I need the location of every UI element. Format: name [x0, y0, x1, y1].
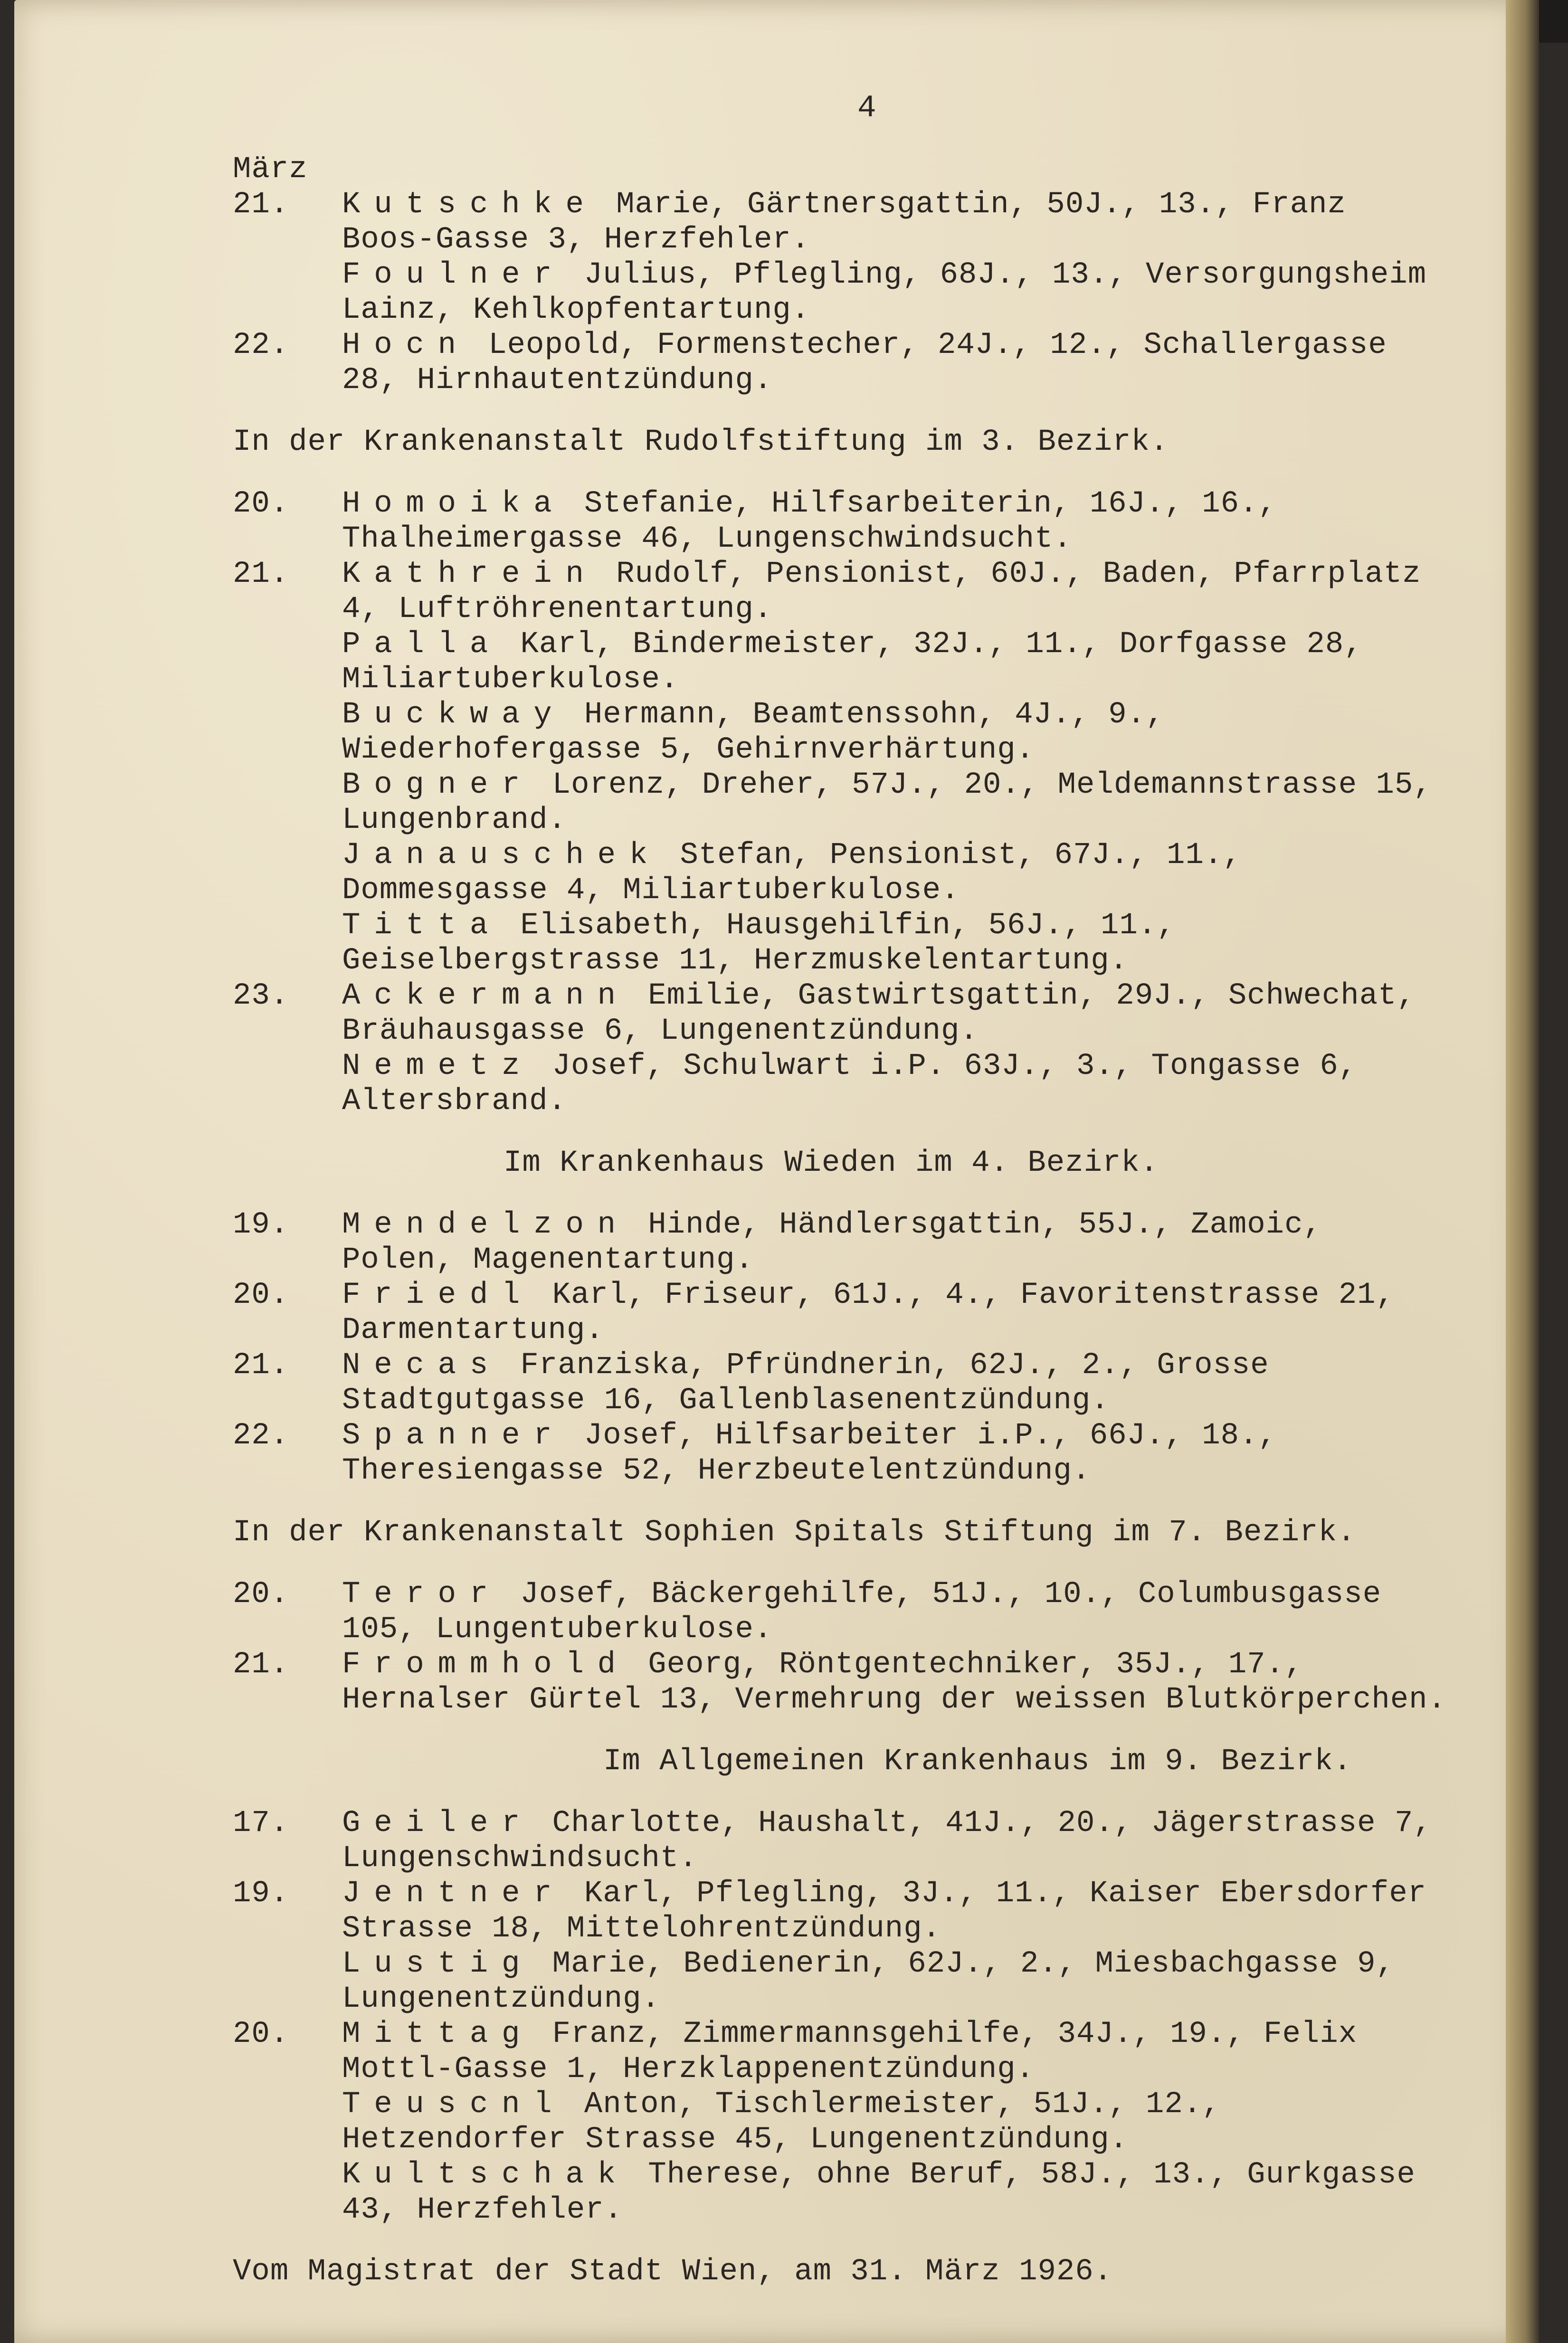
entry-surname: Mittag	[342, 2017, 534, 2051]
sections-container	[233, 187, 1449, 2228]
entry-details: Hermann, Beamtenssohn, 4J., 9., Wiederhofergasse 5, Gehirnverhärtung.	[342, 698, 1165, 767]
entry-surname: Foulner	[342, 258, 566, 292]
section-heading: Im Allgemeinen Krankenhaus im 9. Bezirk.	[603, 1745, 1352, 1779]
entry-details: Karl, Friseur, 61J., 4., Favoritenstrasse 21, Darmentartung.	[342, 1278, 1395, 1347]
section	[233, 1146, 1449, 1489]
entry-surname: Nemetz	[342, 1049, 534, 1083]
entry-details: Charlotte, Haushalt, 41J., 20., Jägerstrasse 7, Lungenschwindsucht.	[342, 1806, 1432, 1876]
entry-surname: Teuscnl	[342, 2087, 566, 2122]
entry-day: 17.	[233, 1806, 289, 1840]
entry-surname: Frommhold	[342, 1648, 629, 1682]
entry-surname: Ackermann	[342, 979, 629, 1013]
entry-details: Josef, Schulwart i.P. 63J., 3., Tongasse 6, Altersbrand.	[342, 1049, 1358, 1119]
death-record-entry	[233, 2017, 1449, 2087]
death-record-entry	[233, 328, 1449, 398]
death-record-entry	[233, 1876, 1449, 1946]
entry-surname: Kultschak	[342, 2158, 629, 2192]
entry-surname: Lustig	[342, 1947, 534, 1981]
entry-details: Georg, Röntgentechniker, 35J., 17., Hernalser Gürtel 13, Vermehrung der weissen Blutkörperchen.	[342, 1648, 1446, 1717]
entry-surname: Kathrein	[342, 557, 598, 591]
section-heading: In der Krankenanstalt Rudolfstiftung im 3. Bezirk.	[233, 425, 1169, 459]
death-record-entry	[233, 1348, 1449, 1418]
entry-surname: Teror	[342, 1577, 502, 1612]
entry-surname: Friedl	[342, 1278, 534, 1312]
entry-surname: Bogner	[342, 768, 534, 802]
death-record-entry	[233, 697, 1449, 768]
entry-details: Lorenz, Dreher, 57J., 20., Meldemannstrasse 15, Lungenbrand.	[342, 768, 1432, 837]
entry-details: Leopold, Formenstecher, 24J., 12., Schallergasse 28, Hirnhautentzündung.	[342, 328, 1387, 398]
death-record-entry	[233, 2087, 1449, 2157]
entry-details: Elisabeth, Hausgehilfin, 56J., 11., Geiselbergstrasse 11, Herzmuskelentartung.	[342, 909, 1176, 978]
entry-day: 19.	[233, 1208, 289, 1242]
entry-details: Franziska, Pfründnerin, 62J., 2., Grosse Stadtgutgasse 16, Gallenblasenentzündung.	[342, 1348, 1269, 1418]
death-record-entry	[233, 1647, 1449, 1717]
entry-day: 20.	[233, 1577, 289, 1612]
entry-surname: Necas	[342, 1348, 502, 1383]
section-heading: In der Krankenanstalt Sophien Spitals Stiftung im 7. Bezirk.	[233, 1516, 1356, 1550]
entry-details: Julius, Pflegling, 68J., 13., Versorgungsheim Lainz, Kehlkopfentartung.	[342, 258, 1427, 327]
death-record-entry	[233, 1577, 1449, 1647]
entry-surname: Palla	[342, 627, 502, 662]
entry-details: Hinde, Händlersgattin, 55J., Zamoic, Polen, Magenentartung.	[342, 1208, 1322, 1277]
entry-day: 21.	[233, 1348, 289, 1383]
death-record-entry	[233, 768, 1449, 838]
entry-day: 20.	[233, 2017, 289, 2051]
death-record-entry	[233, 1049, 1449, 1119]
entry-details: Marie, Gärtnersgattin, 50J., 13., Franz Boos-Gasse 3, Herzfehler.	[342, 188, 1346, 257]
death-record-entry	[233, 1207, 1449, 1278]
entry-surname: Kutschke	[342, 188, 598, 222]
entry-surname: Mendelzon	[342, 1208, 629, 1242]
entry-details: Marie, Bedienerin, 62J., 2., Miesbachgasse 9, Lungenentzündung.	[342, 1947, 1395, 2016]
section	[233, 425, 1449, 1119]
entry-surname: Hocn	[342, 328, 470, 362]
section	[233, 187, 1449, 398]
death-record-entry	[233, 187, 1449, 257]
entry-details: Karl, Bindermeister, 32J., 11., Dorfgasse 28, Miliartuberkulose.	[342, 627, 1363, 697]
page-number: 4	[857, 90, 876, 126]
death-record-entry	[233, 1946, 1449, 2017]
entry-details: Stefanie, Hilfsarbeiterin, 16J., 16., Thalheimergasse 46, Lungenschwindsucht.	[342, 487, 1277, 556]
entry-day: 22.	[233, 1419, 289, 1453]
entry-details: Josef, Hilfsarbeiter i.P., 66J., 18., Theresiengasse 52, Herzbeutelentzündung.	[342, 1419, 1277, 1488]
entry-day: 21.	[233, 188, 289, 222]
entry-details: Karl, Pflegling, 3J., 11., Kaiser Ebersdorfer Strasse 18, Mittelohrentzündung.	[342, 1877, 1427, 1946]
entry-surname: Buckway	[342, 698, 566, 732]
death-record-entry	[233, 627, 1449, 697]
death-record-entry	[233, 1418, 1449, 1489]
month-label: März	[233, 152, 308, 187]
death-record-entry	[233, 486, 1449, 557]
entry-surname: Janauschek	[342, 838, 662, 873]
footer-signature: Vom Magistrat der Stadt Wien, am 31. März 1926.	[233, 2255, 1113, 2289]
death-record-entry	[233, 1806, 1449, 1876]
death-record-entry	[233, 908, 1449, 978]
entry-details: Anton, Tischlermeister, 51J., 12., Hetzendorfer Strasse 45, Lungenentzündung.	[342, 2087, 1221, 2157]
entry-day: 21.	[233, 1648, 289, 1682]
death-record-entry	[233, 1278, 1449, 1348]
page-binding-edge	[1506, 0, 1539, 2343]
section	[233, 1744, 1449, 2228]
entry-day: 21.	[233, 557, 289, 591]
entry-details: Stefan, Pensionist, 67J., 11., Dommesgasse 4, Miliartuberkulose.	[342, 838, 1242, 908]
entry-day: 20.	[233, 1278, 289, 1312]
death-record-entry	[233, 257, 1449, 328]
entry-details: Therese, ohne Beruf, 58J., 13., Gurkgasse 43, Herzfehler.	[342, 2158, 1416, 2227]
entry-surname: Homoika	[342, 487, 566, 521]
entry-day: 22.	[233, 328, 289, 362]
entry-day: 20.	[233, 487, 289, 521]
entry-surname: Geiler	[342, 1806, 534, 1840]
entry-day: 23.	[233, 979, 289, 1013]
entry-day: 19.	[233, 1877, 289, 1911]
document-body	[233, 81, 1449, 2289]
section	[233, 1515, 1449, 1717]
entry-details: Franz, Zimmermannsgehilfe, 34J., 19., Felix Mottl-Gasse 1, Herzklappenentzündung.	[342, 2017, 1358, 2087]
death-record-entry	[233, 978, 1449, 1049]
entry-details: Emilie, Gastwirtsgattin, 29J., Schwechat, Bräuhausgasse 6, Lungenentzündung.	[342, 979, 1416, 1048]
entry-surname: Spanner	[342, 1419, 566, 1453]
section-heading: Im Krankenhaus Wieden im 4. Bezirk.	[504, 1146, 1159, 1180]
entry-surname: Titta	[342, 909, 502, 943]
entry-details: Rudolf, Pensionist, 60J., Baden, Pfarrplatz 4, Luftröhrenentartung.	[342, 557, 1421, 626]
death-record-entry	[233, 2157, 1449, 2228]
death-record-entry	[233, 838, 1449, 908]
entry-details: Josef, Bäckergehilfe, 51J., 10., Columbusgasse 105, Lungentuberkulose.	[342, 1577, 1382, 1647]
death-record-entry	[233, 557, 1449, 627]
entry-surname: Jentner	[342, 1877, 566, 1911]
